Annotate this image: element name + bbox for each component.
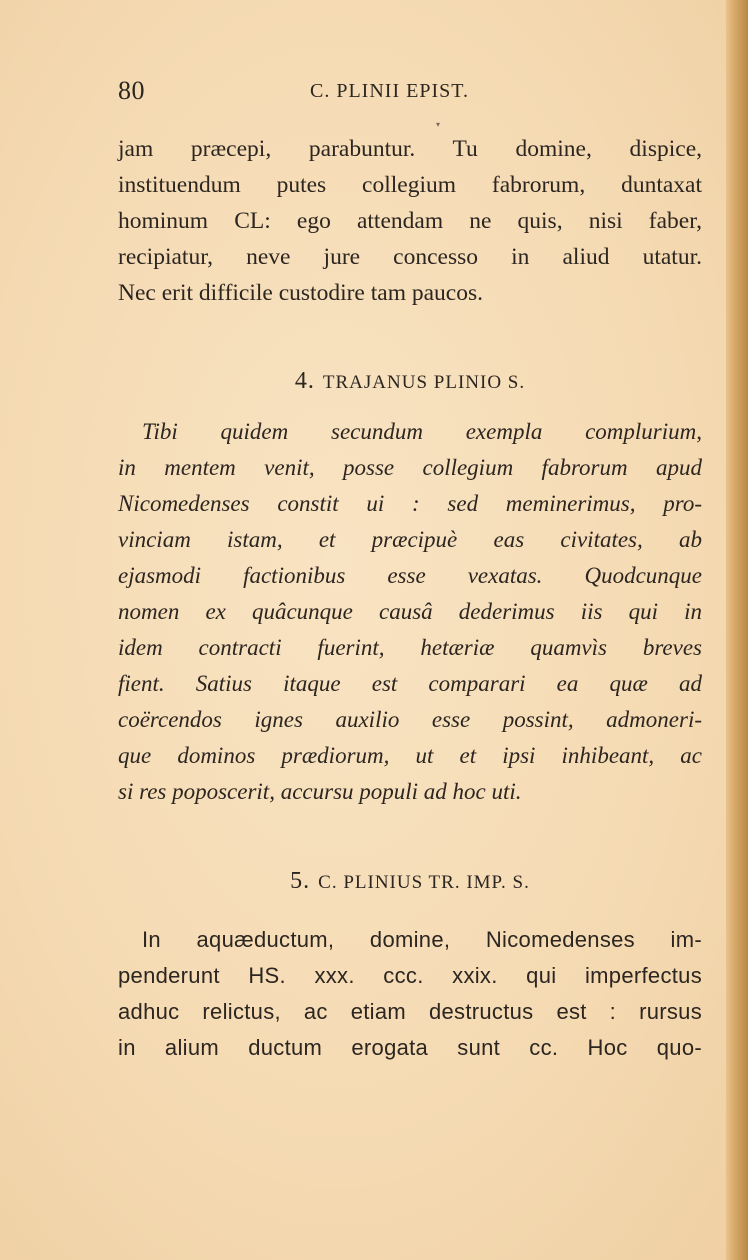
text-line: instituendum putes collegium fabrorum, duntaxat xyxy=(118,172,702,198)
text-line: idem contracti fuerint, hetæriæ quamvìs breves xyxy=(118,635,702,660)
text-line: coërcendos ignes auxilio esse possint, admoneri- xyxy=(118,707,702,732)
section-4-heading xyxy=(118,366,702,396)
text-line: Tibi quidem secundum exempla complurium, xyxy=(142,419,702,444)
text-line: Nec erit difficile custodire tam paucos. xyxy=(118,280,483,306)
text-line: jam præcepi, parabuntur. Tu domine, dispice, xyxy=(118,136,702,162)
page-number: 80 xyxy=(118,76,145,105)
text-line: In aquæductum, domine, Nicomedenses im- xyxy=(142,927,702,952)
text-line: adhuc relictus, ac etiam destructus est : rursus xyxy=(118,999,702,1024)
text-line: fient. Satius itaque est comparari ea quæ ad xyxy=(118,671,702,696)
text-line: ejasmodi factionibus esse vexatas. Quodcunque xyxy=(118,563,702,588)
page-binding-edge xyxy=(726,0,748,1260)
text-line: penderunt HS. xxx. ccc. xxix. qui imperfectus xyxy=(118,963,702,988)
page-header xyxy=(118,76,702,108)
running-title: C. PLINII EPIST. xyxy=(310,80,469,102)
text-line: in mentem venit, posse collegium fabrorum apud xyxy=(118,455,702,480)
text-line: vinciam istam, et præcipuè eas civitates, ab xyxy=(118,527,702,552)
text-line: nomen ex quâcunque causâ dederimus iis qui in xyxy=(118,599,702,624)
paragraph-continuation xyxy=(118,131,702,311)
text-line: que dominos prædiorum, ut et ipsi inhibeant, ac xyxy=(118,743,702,768)
section-5-heading xyxy=(118,866,702,896)
section-4-body xyxy=(118,414,702,810)
text-line: recipiatur, neve jure concesso in aliud utatur. xyxy=(118,244,702,270)
section-title: C. PLINIUS TR. IMP. S. xyxy=(318,872,530,893)
text-line: Nicomedenses constit ui : sed meminerimus, pro- xyxy=(118,491,702,516)
text-line: si res poposcerit, accursu populi ad hoc uti. xyxy=(118,779,522,804)
section-number: 4. xyxy=(294,368,315,394)
text-line: hominum CL: ego attendam ne quis, nisi faber, xyxy=(118,208,702,234)
section-number: 5. xyxy=(290,868,311,894)
section-5-body xyxy=(118,922,702,1066)
text-line: in alium ductum erogata sunt cc. Hoc quo- xyxy=(118,1035,702,1060)
section-title: TRAJANUS PLINIO S. xyxy=(322,372,526,393)
ink-mark-icon: ▾ xyxy=(436,120,441,129)
